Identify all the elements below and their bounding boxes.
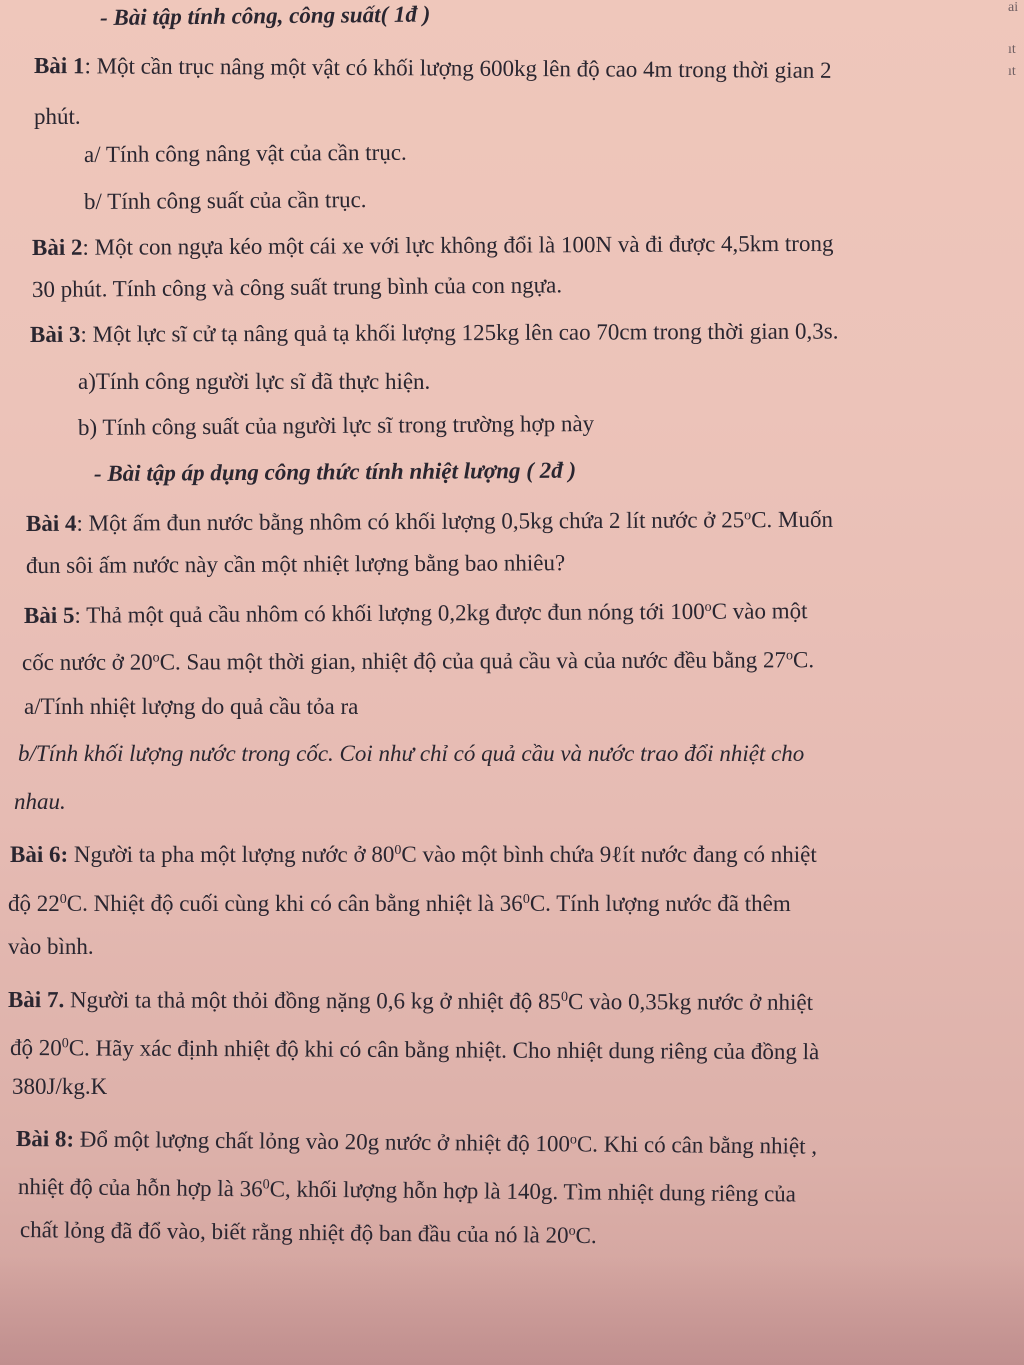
bai5-part-b-cont: nhau. <box>14 789 66 814</box>
bai5-part-b <box>18 740 804 768</box>
bai5-text: : Thả một quả cầu nhôm có khối lượng 0,2kg được đun nóng tới 100 <box>74 598 705 628</box>
bai6-line2-mid: C. Nhiệt độ cuối cùng khi có cân bằng nhiệt là 36 <box>66 891 523 916</box>
bai5-part-a: a/Tính nhiệt lượng do quả cầu tỏa ra <box>24 694 359 719</box>
bai8-line3-start: chất lỏng đã đổ vào, biết rằng nhiệt độ ban đầu của nó là 20 <box>19 1217 569 1248</box>
bai6-line2-end: C. Tính lượng nước đã thêm <box>529 891 791 916</box>
bai5-line2-end: C. <box>792 647 815 673</box>
bai8-line3 <box>20 1212 597 1250</box>
bai1-label: Bài 1 <box>33 53 85 79</box>
bai4-line2: đun sôi ấm nước này cần một nhiệt lượng bằng bao nhiêu? <box>25 550 566 578</box>
bai6-line2 <box>8 886 791 918</box>
bai6-line3: vào bình. <box>8 934 94 959</box>
bai5-line2-mid: C. Sau một thời gian, nhiệt độ của quả cầu và của nước đều bằng 27 <box>159 647 787 675</box>
degree-symbol: o <box>152 650 160 666</box>
bai4-text: : Một ấm đun nước bằng nhôm có khối lượng 0,5kg chứa 2 lít nước ở 25 <box>76 507 745 536</box>
degree-symbol: 0 <box>262 1177 270 1193</box>
bai7-line1 <box>8 982 813 1017</box>
bai1-text: : Một cần trục nâng một vật có khối lượng 600kg lên độ cao 4m trong thời gian 2 <box>84 53 832 83</box>
degree-symbol: o <box>744 508 752 524</box>
bai6-line1 <box>10 837 817 869</box>
bai5-line2 <box>22 642 814 677</box>
edge-fragment-1: ıt <box>1008 42 1016 57</box>
bai1-part-b: b/ Tính công suất của cần trục. <box>83 187 367 214</box>
bai4-text-end: C. Muốn <box>751 506 834 533</box>
bai5-text-end: C vào một <box>711 598 808 624</box>
bai8-line2-end: C, khối lượng hỗn hợp là 140g. Tìm nhiệt dung riêng của <box>269 1176 797 1207</box>
bai3-part-a: a)Tính công người lực sĩ đã thực hiện. <box>78 369 431 394</box>
degree-symbol: o <box>569 1132 578 1148</box>
bai1-line2: phút. <box>34 104 81 129</box>
degree-symbol: 0 <box>522 892 530 907</box>
bai8-line2 <box>18 1169 796 1208</box>
bai2-line1 <box>32 230 834 262</box>
bai4-line1 <box>26 502 833 538</box>
degree-symbol: 0 <box>394 843 402 858</box>
bai5-line2-start: cốc nước ở 20 <box>21 649 153 675</box>
degree-symbol: 0 <box>560 989 569 1005</box>
bai8-line1 <box>16 1121 817 1161</box>
degree-symbol: o <box>785 648 794 664</box>
bai1-part-a: a/ Tính công nâng vật của cần trục. <box>83 139 407 167</box>
bai6-text-end: C vào một bình chứa 9ℓít nước đang có nhiệt <box>401 842 817 867</box>
bai2-label: Bài 2 <box>31 234 83 260</box>
degree-symbol: o <box>568 1223 576 1239</box>
bai2-line2: 30 phút. Tính công và công suất trung bình của con ngựa. <box>31 272 563 302</box>
degree-symbol: 0 <box>59 892 67 907</box>
bai7-label: Bài 7. <box>7 987 65 1013</box>
bai8-label: Bài 8: <box>15 1126 75 1152</box>
page-bottom-shadow <box>0 1255 1024 1365</box>
bai6-text: Người ta pha một lượng nước ở 80 <box>68 842 395 867</box>
bai7-line2 <box>10 1030 819 1066</box>
bai2-text: : Một con ngựa kéo một cái xe với lực không đổi là 100N và đi được 4,5km trong <box>82 230 834 260</box>
degree-symbol: 0 <box>61 1036 69 1052</box>
edge-fragment-top: ai <box>1008 0 1019 15</box>
bai7-line3: 380J/kg.K <box>12 1074 108 1099</box>
bai7-line2-start: độ 20 <box>9 1035 62 1061</box>
bai3-label: Bài 3 <box>29 321 81 347</box>
bai8-text-end: C. Khi có cân bằng nhiệt , <box>576 1131 818 1159</box>
section-heading-work-power: - Bài tập tính công, công suất( 1đ ) <box>99 1 431 30</box>
bai5-line1 <box>24 593 808 630</box>
bai5-part-b-text: b/Tính khối lượng nước trong cốc. Coi như chỉ có quả cầu và nước trao đổi nhiệt cho <box>18 741 805 766</box>
section-heading-heat: - Bài tập áp dụng công thức tính nhiệt lượng ( 2đ ) <box>93 457 577 486</box>
bai3-line1 <box>30 317 839 349</box>
bai6-line2-start: độ 22 <box>8 891 60 916</box>
bai7-text-end: C vào 0,35kg nước ở nhiệt <box>567 988 814 1015</box>
bai1-line1 <box>34 52 832 85</box>
degree-symbol: o <box>704 599 712 615</box>
bai8-text: Đổ một lượng chất lỏng vào 20g nước ở nhiệt độ 100 <box>74 1126 571 1157</box>
bai3-part-b: b) Tính công suất của người lực sĩ trong trường hợp này <box>77 410 595 440</box>
bai7-line2-end: C. Hãy xác định nhiệt độ khi có cân bằng nhiệt. Cho nhiệt dung riêng của đồng là <box>68 1035 820 1065</box>
bai5-label: Bài 5 <box>23 602 75 628</box>
bai8-line2-start: nhiệt độ của hỗn hợp là 36 <box>17 1174 263 1202</box>
bai3-text: : Một lực sĩ cử tạ nâng quả tạ khối lượng 125kg lên cao 70cm trong thời gian 0,3s. <box>80 318 839 347</box>
bai7-text: Người ta thả một thỏi đồng nặng 0,6 kg ở nhiệt độ 85 <box>64 987 562 1014</box>
bai6-label: Bài 6: <box>10 842 69 867</box>
edge-fragment-2: ıt <box>1008 64 1016 79</box>
bai8-line3-end: C. <box>575 1222 597 1249</box>
bai4-label: Bài 4 <box>25 510 77 536</box>
